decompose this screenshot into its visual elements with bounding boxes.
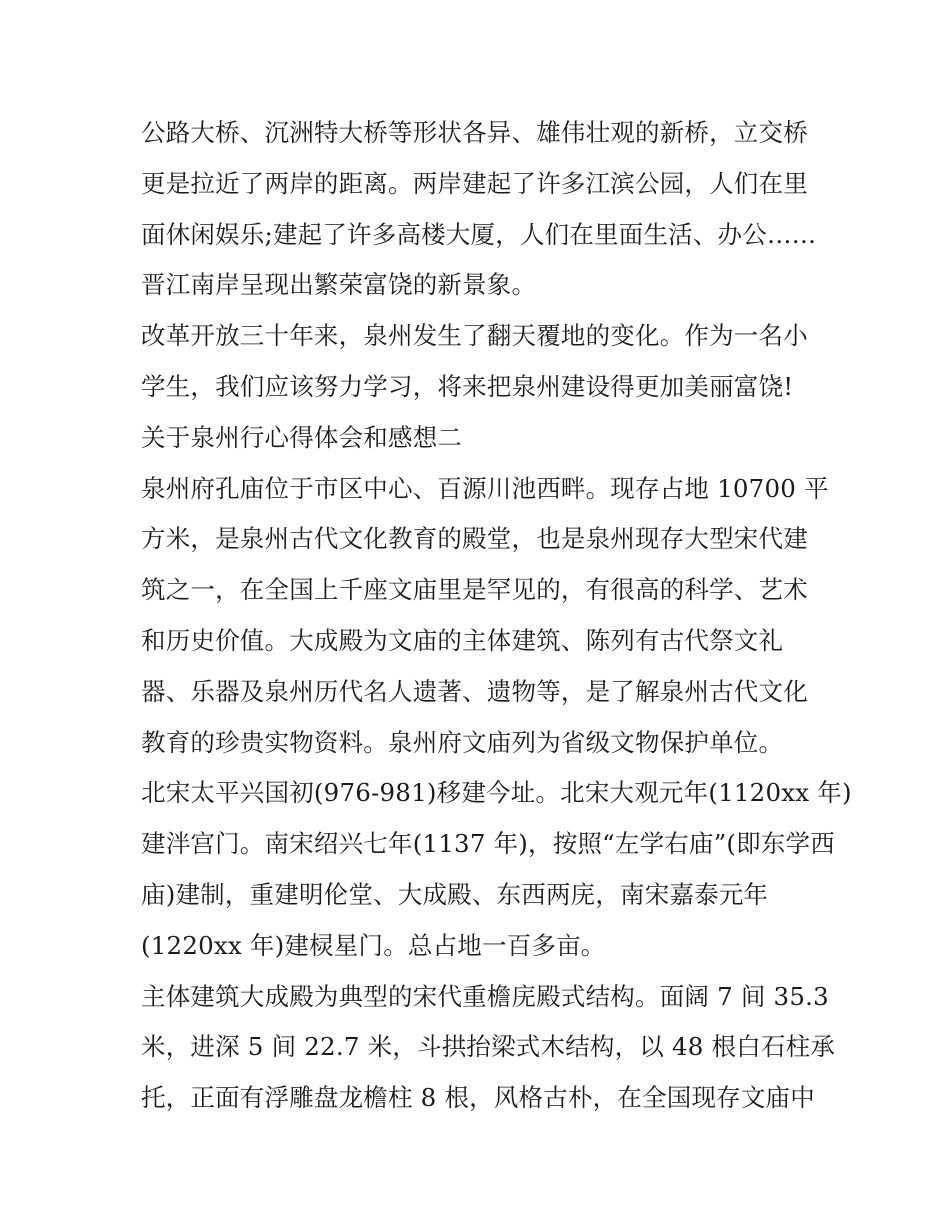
text-line: 托，正面有浮雕盘龙檐柱 8 根，风格古朴，在全国现存文庙中 xyxy=(141,1083,815,1113)
text-line: 教育的珍贵实物资料。泉州府文庙列为省级文物保护单位。 xyxy=(141,727,784,757)
text-line: 庙)建制，重建明伦堂、大成殿、东西两庑，南宋嘉泰元年 xyxy=(141,879,769,909)
text-line: 北宋太平兴国初(976-981)移建今址。北宋大观元年(1120xx 年) xyxy=(141,778,852,808)
text-line: 器、乐器及泉州历代名人遗著、遗物等，是了解泉州古代文化 xyxy=(141,676,808,706)
text-line: 主体建筑大成殿为典型的宋代重檐庑殿式结构。面阔 7 间 35.3 xyxy=(141,981,829,1011)
text-line: 米，进深 5 间 22.7 米，斗拱抬梁式木结构，以 48 根白石柱承 xyxy=(141,1032,836,1062)
text-line: 泉州府孔庙位于市区中心、百源川池西畔。现存占地 10700 平 xyxy=(141,473,829,503)
text-line: 公路大桥、沉洲特大桥等形状各异、雄伟壮观的新桥，立交桥 xyxy=(141,118,808,147)
text-line: 面休闲娱乐;建起了许多高楼大厦，人们在里面生活、办公…… xyxy=(141,219,817,249)
text-line: (1220xx 年)建棂星门。总占地一百多亩。 xyxy=(141,930,606,960)
text-line: 晋江南岸呈现出繁荣富饶的新景象。 xyxy=(141,270,537,300)
text-line: 和历史价值。大成殿为文庙的主体建筑、陈列有古代祭文礼 xyxy=(141,625,784,655)
text-line: 建泮宫门。南宋绍兴七年(1137 年)，按照“左学右庙”(即东学西 xyxy=(141,829,835,859)
text-line: 方米，是泉州古代文化教育的殿堂，也是泉州现存大型宋代建 xyxy=(141,524,808,554)
text-line: 更是拉近了两岸的距离。两岸建起了许多江滨公园，人们在里 xyxy=(141,168,808,198)
document-body xyxy=(141,108,852,1124)
text-line: 学生，我们应该努力学习，将来把泉州建设得更加美丽富饶! xyxy=(141,371,794,401)
text-line: 改革开放三十年来，泉州发生了翻天覆地的变化。作为一名小 xyxy=(141,321,808,351)
text-line: 筑之一，在全国上千座文庙里是罕见的，有很高的科学、艺术 xyxy=(141,575,808,605)
section-heading: 关于泉州行心得体会和感想二 xyxy=(141,422,463,452)
